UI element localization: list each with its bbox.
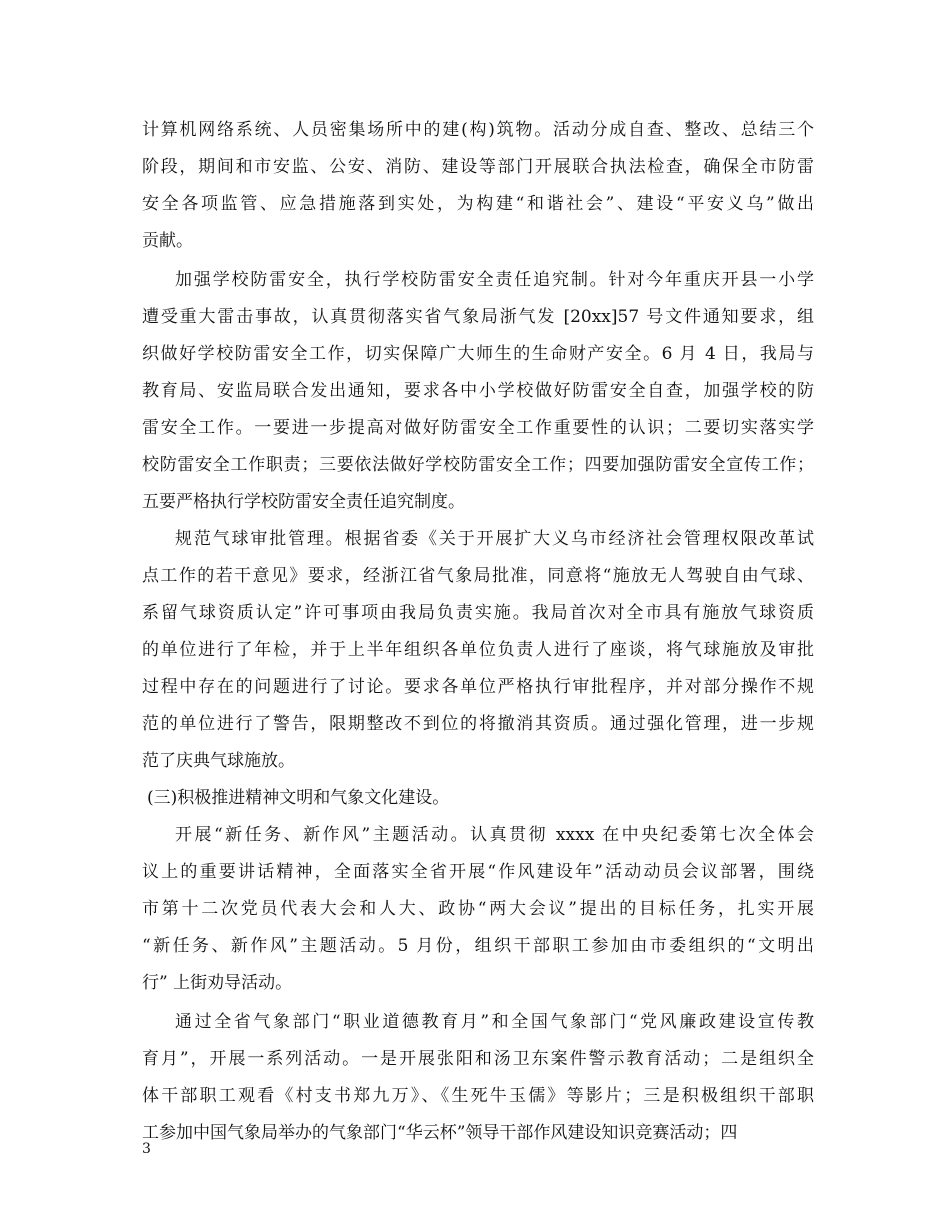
- text-line: 加强学校防雷安全，执行学校防雷安全责任追究制。针对今年重庆开县一小学: [175, 270, 814, 290]
- text-line: 贡献。: [142, 231, 193, 251]
- paragraph-h3-heading: [142, 780, 814, 817]
- document-body: [142, 112, 814, 1152]
- text-line: 开展“新任务、新作风”主题活动。认真贯彻 xxxx 在中央纪委第七次全体会: [175, 825, 814, 845]
- text-line: 阶段，期间和市安监、公安、消防、建设等部门开展联合执法检查，确保全市防雷: [142, 157, 814, 177]
- text-line: 的单位进行了年检，并于上半年组织各单位负责人进行了座谈，将气球施放及审批: [142, 640, 814, 660]
- text-line: 织做好学校防雷安全工作，切实保障广大师生的生命财产安全。6 月 4 日，我局与: [142, 344, 814, 364]
- paragraph-p4-new-style: [142, 817, 814, 1002]
- paragraph-p3-balloon: [142, 521, 814, 780]
- paragraph-p1-continued: [142, 112, 814, 260]
- text-line: 教育局、安监局联合发出通知，要求各中小学校做好防雷安全自查，加强学校的防: [142, 381, 814, 401]
- paragraph-p5-education-month: [142, 1004, 814, 1152]
- text-line: 工参加中国气象局举办的气象部门“华云杯”领导干部作风建设知识竞赛活动；四: [142, 1123, 738, 1143]
- paragraph-p2-school-safety: [142, 262, 814, 521]
- text-line: 通过全省气象部门“职业道德教育月”和全国气象部门“党风廉政建设宣传教: [175, 1012, 814, 1032]
- text-line: 行” 上街劝导活动。: [142, 973, 293, 993]
- text-line: 育月”，开展一系列活动。一是开展张阳和汤卫东案件警示教育活动；二是组织全: [142, 1049, 814, 1069]
- text-line: 范的单位进行了警告，限期整改不到位的将撤消其资质。通过强化管理，进一步规: [142, 714, 814, 734]
- text-line: 点工作的若干意见》要求，经浙江省气象局批准，同意将“施放无人驾驶自由气球、: [142, 566, 814, 586]
- text-line: 过程中存在的问题进行了讨论。要求各单位严格执行审批程序，并对部分操作不规: [142, 677, 814, 697]
- text-line: 计算机网络系统、人员密集场所中的建(构)筑物。活动分成自查、整改、总结三个: [142, 120, 814, 140]
- text-line: 体干部职工观看《村支书郑九万》、《生死牛玉儒》等影片；三是积极组织干部职: [142, 1086, 814, 1106]
- text-line: “新任务、新作风”主题活动。5 月份，组织干部职工参加由市委组织的“文明出: [142, 936, 814, 956]
- text-line: 市第十二次党员代表大会和人大、政协“两大会议”提出的目标任务，扎实开展: [142, 899, 814, 919]
- page-number: 3: [142, 1141, 151, 1157]
- text-line: 议上的重要讲话精神，全面落实全省开展“作风建设年”活动动员会议部署，围绕: [142, 862, 814, 882]
- text-line: 遭受重大雷击事故，认真贯彻落实省气象局浙气发 [20xx]57 号文件通知要求，组: [142, 307, 814, 327]
- text-line: 校防雷安全工作职责；三要依法做好学校防雷安全工作；四要加强防雷安全宣传工作；: [142, 455, 814, 475]
- text-line: 系留气球资质认定”许可事项由我局负责实施。我局首次对全市具有施放气球资质: [142, 603, 814, 623]
- text-line: 范了庆典气球施放。: [142, 751, 295, 771]
- text-line: 规范气球审批管理。根据省委《关于开展扩大义乌市经济社会管理权限改革试: [175, 529, 814, 549]
- text-line: 雷安全工作。一要进一步提高对做好防雷安全工作重要性的认识；二要切实落实学: [142, 418, 814, 438]
- text-line: (三)积极推进精神文明和气象文化建设。: [147, 788, 450, 808]
- text-line: 安全各项监管、应急措施落到实处，为构建“和谐社会”、建设“平安义乌”做出: [142, 194, 814, 214]
- text-line: 五要严格执行学校防雷安全责任追究制度。: [142, 492, 465, 512]
